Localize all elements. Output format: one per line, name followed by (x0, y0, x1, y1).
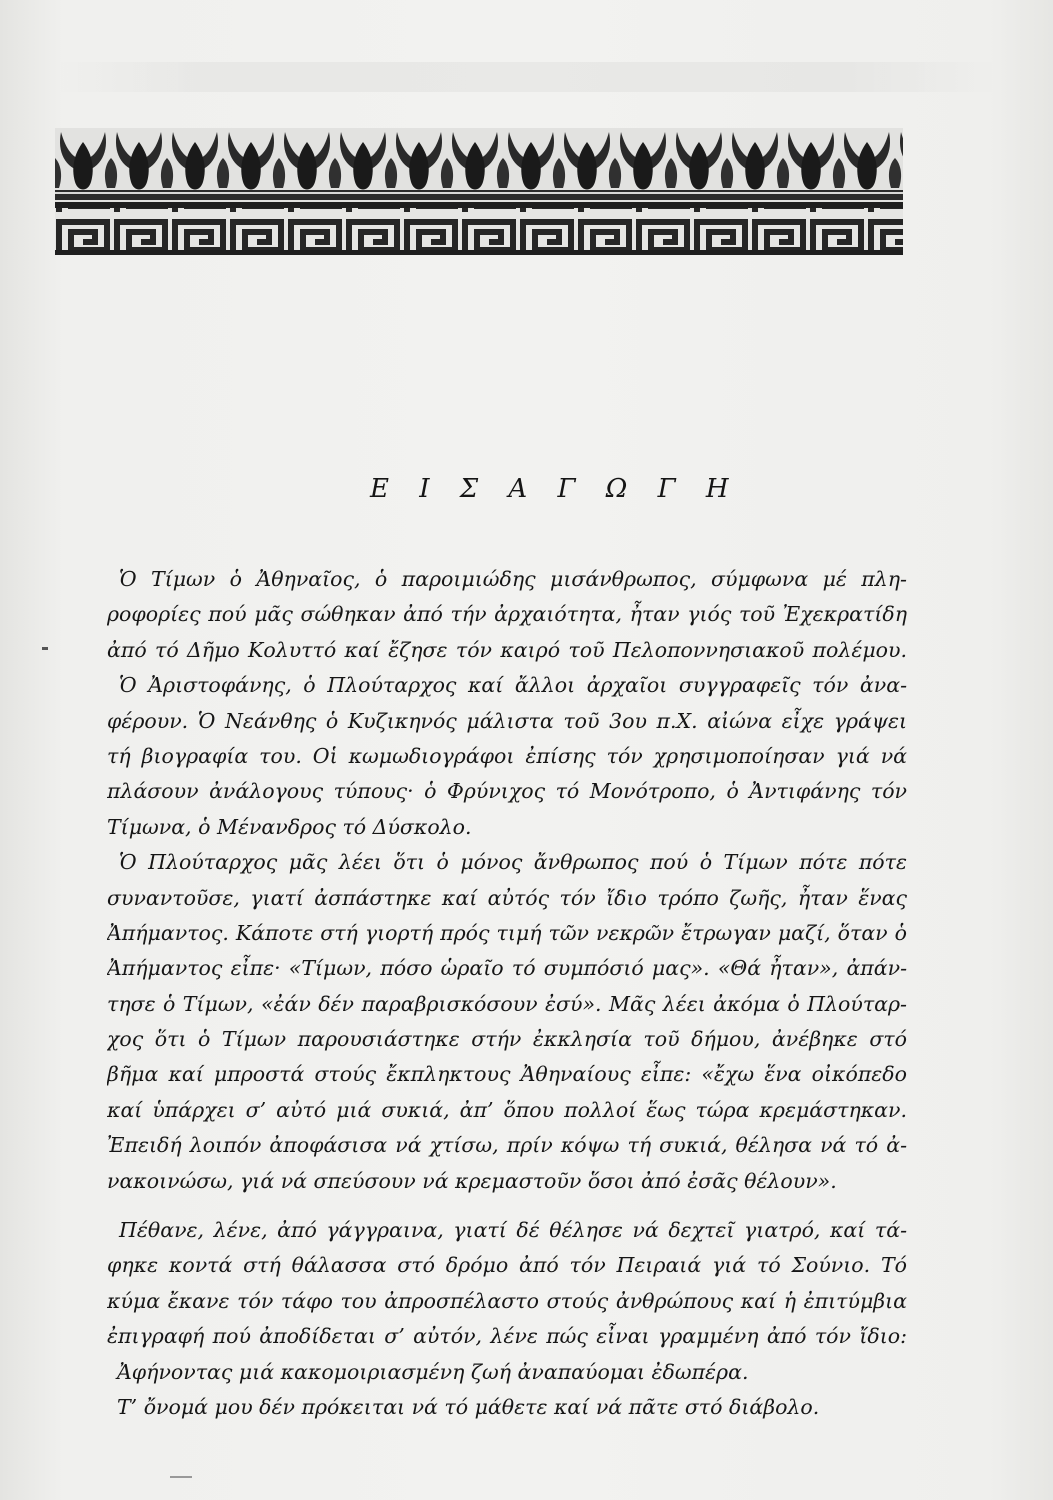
text-line: Ὁ Ἀριστοφάνης, ὁ Πλούταρχος καί ἄλλοι ἀρχαῖοι συγγραφεῖς τόν ἀνα- (119, 673, 907, 698)
text-line: τησε ὁ Τίμων, «ἐάν δέν παραβρισκόσουν ἐσύ». Μᾶς λέει ἀκόμα ὁ Πλούταρ- (107, 991, 907, 1016)
paragraph (107, 1213, 907, 1355)
text-line: βῆμα καί μπροστά στούς ἔκπληκτους Ἀθηναίους εἶπε: «ἔχω ἕνα οἰκόπεδο (107, 1062, 907, 1087)
text-line: Ὁ Πλούταρχος μᾶς λέει ὅτι ὁ μόνος ἄνθρωπος πού ὁ Τίμων πότε πότε (119, 850, 907, 875)
text-line: Τίμωνα, ὁ Μένανδρος τό Δύσκολο. (107, 814, 472, 839)
text-line: Ἀπήμαντος. Κάποτε στή γιορτή πρός τιμή τῶν νεκρῶν ἔτρωγαν μαζί, ὅταν ὁ (107, 920, 907, 945)
text-line: πλάσουν ἀνάλογους τύπους· ὁ Φρύνιχος τό Μονότροπο, ὁ Ἀντιφάνης τόν (107, 779, 907, 804)
paragraph (107, 562, 907, 668)
epitaph-line: Τ’ ὄνομά μου δέν πρόκειται νά τό μάθετε καί νά πᾶτε στό διάβολο. (117, 1394, 820, 1419)
epitaph (107, 1355, 907, 1426)
paragraph (107, 845, 907, 1199)
body-text (107, 562, 907, 1425)
paragraph (107, 668, 907, 845)
margin-mark (42, 647, 48, 650)
text-line: νακοινώσω, γιά νά σπεύσουν νά κρεμαστοῦν ὅσοι ἀπό ἐσᾶς θέλουν». (107, 1168, 837, 1193)
text-line: ἀπό τό Δῆμο Κολυττό καί ἔζησε τόν καιρό τοῦ Πελοποννησιακοῦ πολέμου. (107, 637, 907, 662)
text-line: Πέθανε, λένε, ἀπό γάγγραινα, γιατί δέ θέλησε νά δεχτεῖ γιατρό, καί τά- (119, 1218, 907, 1243)
text-line: ροφορίες πού μᾶς σώθηκαν ἀπό τήν ἀρχαιότητα, ἦταν γιός τοῦ Ἐχεκρατίδη (107, 602, 907, 627)
print-speck (170, 1476, 192, 1478)
text-line: φηκε κοντά στή θάλασσα στό δρόμο ἀπό τόν Πειραιά γιά τό Σούνιο. Τό (107, 1253, 907, 1278)
text-line: Ὁ Τίμων ὁ Ἀθηναῖος, ὁ παροιμιώδης μισάνθρωπος, σύμφωνα μέ πλη- (119, 567, 907, 591)
text-line: φέρουν. Ὁ Νεάνθης ὁ Κυζικηνός μάλιστα τοῦ 3ου π.Χ. αἰώνα εἶχε γράψει (107, 708, 907, 733)
text-line: Ἐπειδή λοιπόν ἀποφάσισα νά χτίσω, πρίν κόψω τή συκιά, θέλησα νά τό ἀ- (107, 1133, 907, 1158)
text-line: καί ὑπάρχει σ’ αὐτό μιά συκιά, ἀπ’ ὅπου πολλοί ἕως τώρα κρεμάστηκαν. (107, 1097, 907, 1122)
text-line: χος ὅτι ὁ Τίμων παρουσιάστηκε στήν ἐκκλησία τοῦ δήμου, ἀνέβηκε στό (107, 1027, 907, 1052)
text-line: Ἀπήμαντος εἶπε· «Τίμων, πόσο ὡραῖο τό συμπόσιό μας». «Θά ἦταν», ἀπάν- (107, 956, 907, 981)
text-line: συναντοῦσε, γιατί ἀσπάστηκε καί αὐτός τόν ἴδιο τρόπο ζωῆς, ἦταν ἕνας (107, 885, 907, 910)
decorative-meander-border (55, 128, 903, 256)
text-line: κύμα ἔκανε τόν τάφο του ἀπροσπέλαστο στούς ἀνθρώπους καί ἡ ἐπιτύμβια (107, 1288, 907, 1313)
epitaph-line: Ἀφήνοντας μιά κακομοιριασμένη ζωή ἀναπαύομαι ἐδωπέρα. (117, 1359, 749, 1384)
text-line: τή βιογραφία του. Οἱ κωμωδιογράφοι ἐπίσης τόν χρησιμοποίησαν γιά νά (107, 743, 907, 768)
bleed-through-shadow (0, 62, 1053, 92)
chapter-title: Ε Ι Σ Α Γ Ω Γ Η (370, 474, 740, 504)
text-line: ἐπιγραφή πού ἀποδίδεται σ’ αὐτόν, λένε πώς εἶναι γραμμένη ἀπό τόν ἴδιο: (107, 1324, 907, 1349)
